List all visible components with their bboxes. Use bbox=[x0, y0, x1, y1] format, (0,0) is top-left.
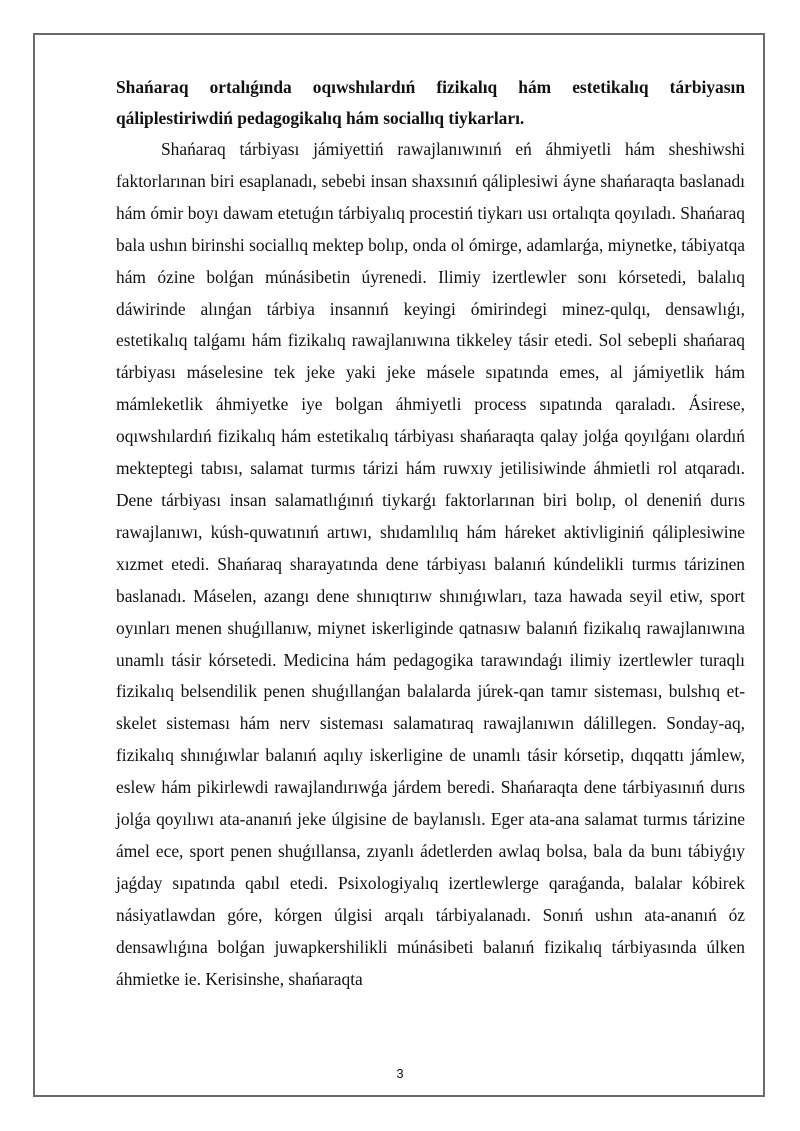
document-title: Shańaraq ortalıǵında oqıwshılardıń fizikalıq hám estetikalıq tárbiyasın qáliplestiriwdiń pedagogikalıq hám sociallıq tiykarları. bbox=[116, 77, 745, 128]
page-number: 3 bbox=[396, 1066, 404, 1081]
body-paragraph: Shańaraq tárbiyası jámiyettiń rawajlanıwınıń eń áhmiyetli hám sheshiwshi faktorlarınan biri esaplanadı, sebebi insan shaxsınıń qáliplesiwi áyne shańaraqta baslanadı hám ómir boyı dawam etetuǵın tárbiyalıq procestiń tiykarı usı ortalıqta qoyıladı. Shańaraq bala ushın birinshi sociallıq mektep bolıp, onda ol ómirge, adamlarǵa, miynetke, tábiyatqa hám ózine bolǵan múnásibetin úyrenedi. Ilimiy izertlewler sonı kórsetedi, balalıq dáwirinde alınǵan tárbiya insannıń keyingi ómirindegi minez-qulqı, densawlıǵı, estetikalıq talǵamı hám fizikalıq rawajlanıwına tikkeley tásir etedi. Sol sebepli shańaraq tárbiyası máselesine tek jeke yaki jeke másele sıpatında emes, al jámiyetlik hám mámleketlik áhmiyetke iye bolgan áhmiyetli process sıpatında qaraladı. Ásirese, oqıwshılardıń fizikalıq hám estetikalıq tárbiyası shańaraqta qalay jolǵa qoyılǵanı olardıń mekteptegi tabısı, salamat turmıs tárizi hám ruwxıy jetilisiwinde áhmietli rol atqaradı. Dene tárbiyası insan salamatlıǵınıń tiykarǵı faktorlarınan biri bolıp, ol deneniń durıs rawajlanıwı, kúsh-quwatınıń artıwı, shıdamlılıq hám háreket aktivliginiń qáliplesiwine xızmet etedi. Shańaraq sharayatında dene tárbiyası balanıń kúndelikli turmıs tárizinen baslanadı. Máselen, azangı dene shınıqtırıw shınıǵıwları, taza hawada seyil etiw, sport oyınları menen shuǵıllanıw, miynet iskerliginde qatnasıw balanıń fizikalıq rawajlanıwına unamlı tásir kórsetedi. Medicina hám pedagogika tarawındaǵı ilimiy izertlewler turaqlı fizikalıq belsendilik penen shuǵıllanǵan balalarda júrek-qan tamır sisteması, bulshıq et-skelet sisteması hám nerv sisteması salamatıraq rawajlanıwın dálillegen. Sonday-aq, fizikalıq shınıǵıwlar balanıń aqılıy iskerligine de unamlı tásir kórsetip, dıqqattı jámlew, eslew hám pikirlewdi rawajlandırıwǵa járdem beredi. Shańaraqta dene tárbiyasınıń durıs jolǵa qoyılıwı ata-ananıń jeke úlgisine de baylanıslı. Eger ata-ana salamat turmıs tárizine ámel ece, sport penen shuǵıllansa, zıyanlı ádetlerden awlaq bolsa, bala da bunı tábiyǵıy jaǵday sıpatında qabıl etedi. Psixologiyalıq izertlewlerge qaraǵanda, balalar kóbirek násiyatlawdan góre, kórgen úlgisi arqalı tárbiyalanadı. Sonıń ushın ata-ananıń óz densawlıǵına bolǵan juwapkershilikli múnásibeti balanıń fizikalıq tárbiyasında úlken áhmietke ie. Kerisinshe, shańaraqta bbox=[116, 139, 745, 989]
document-body bbox=[116, 72, 745, 995]
